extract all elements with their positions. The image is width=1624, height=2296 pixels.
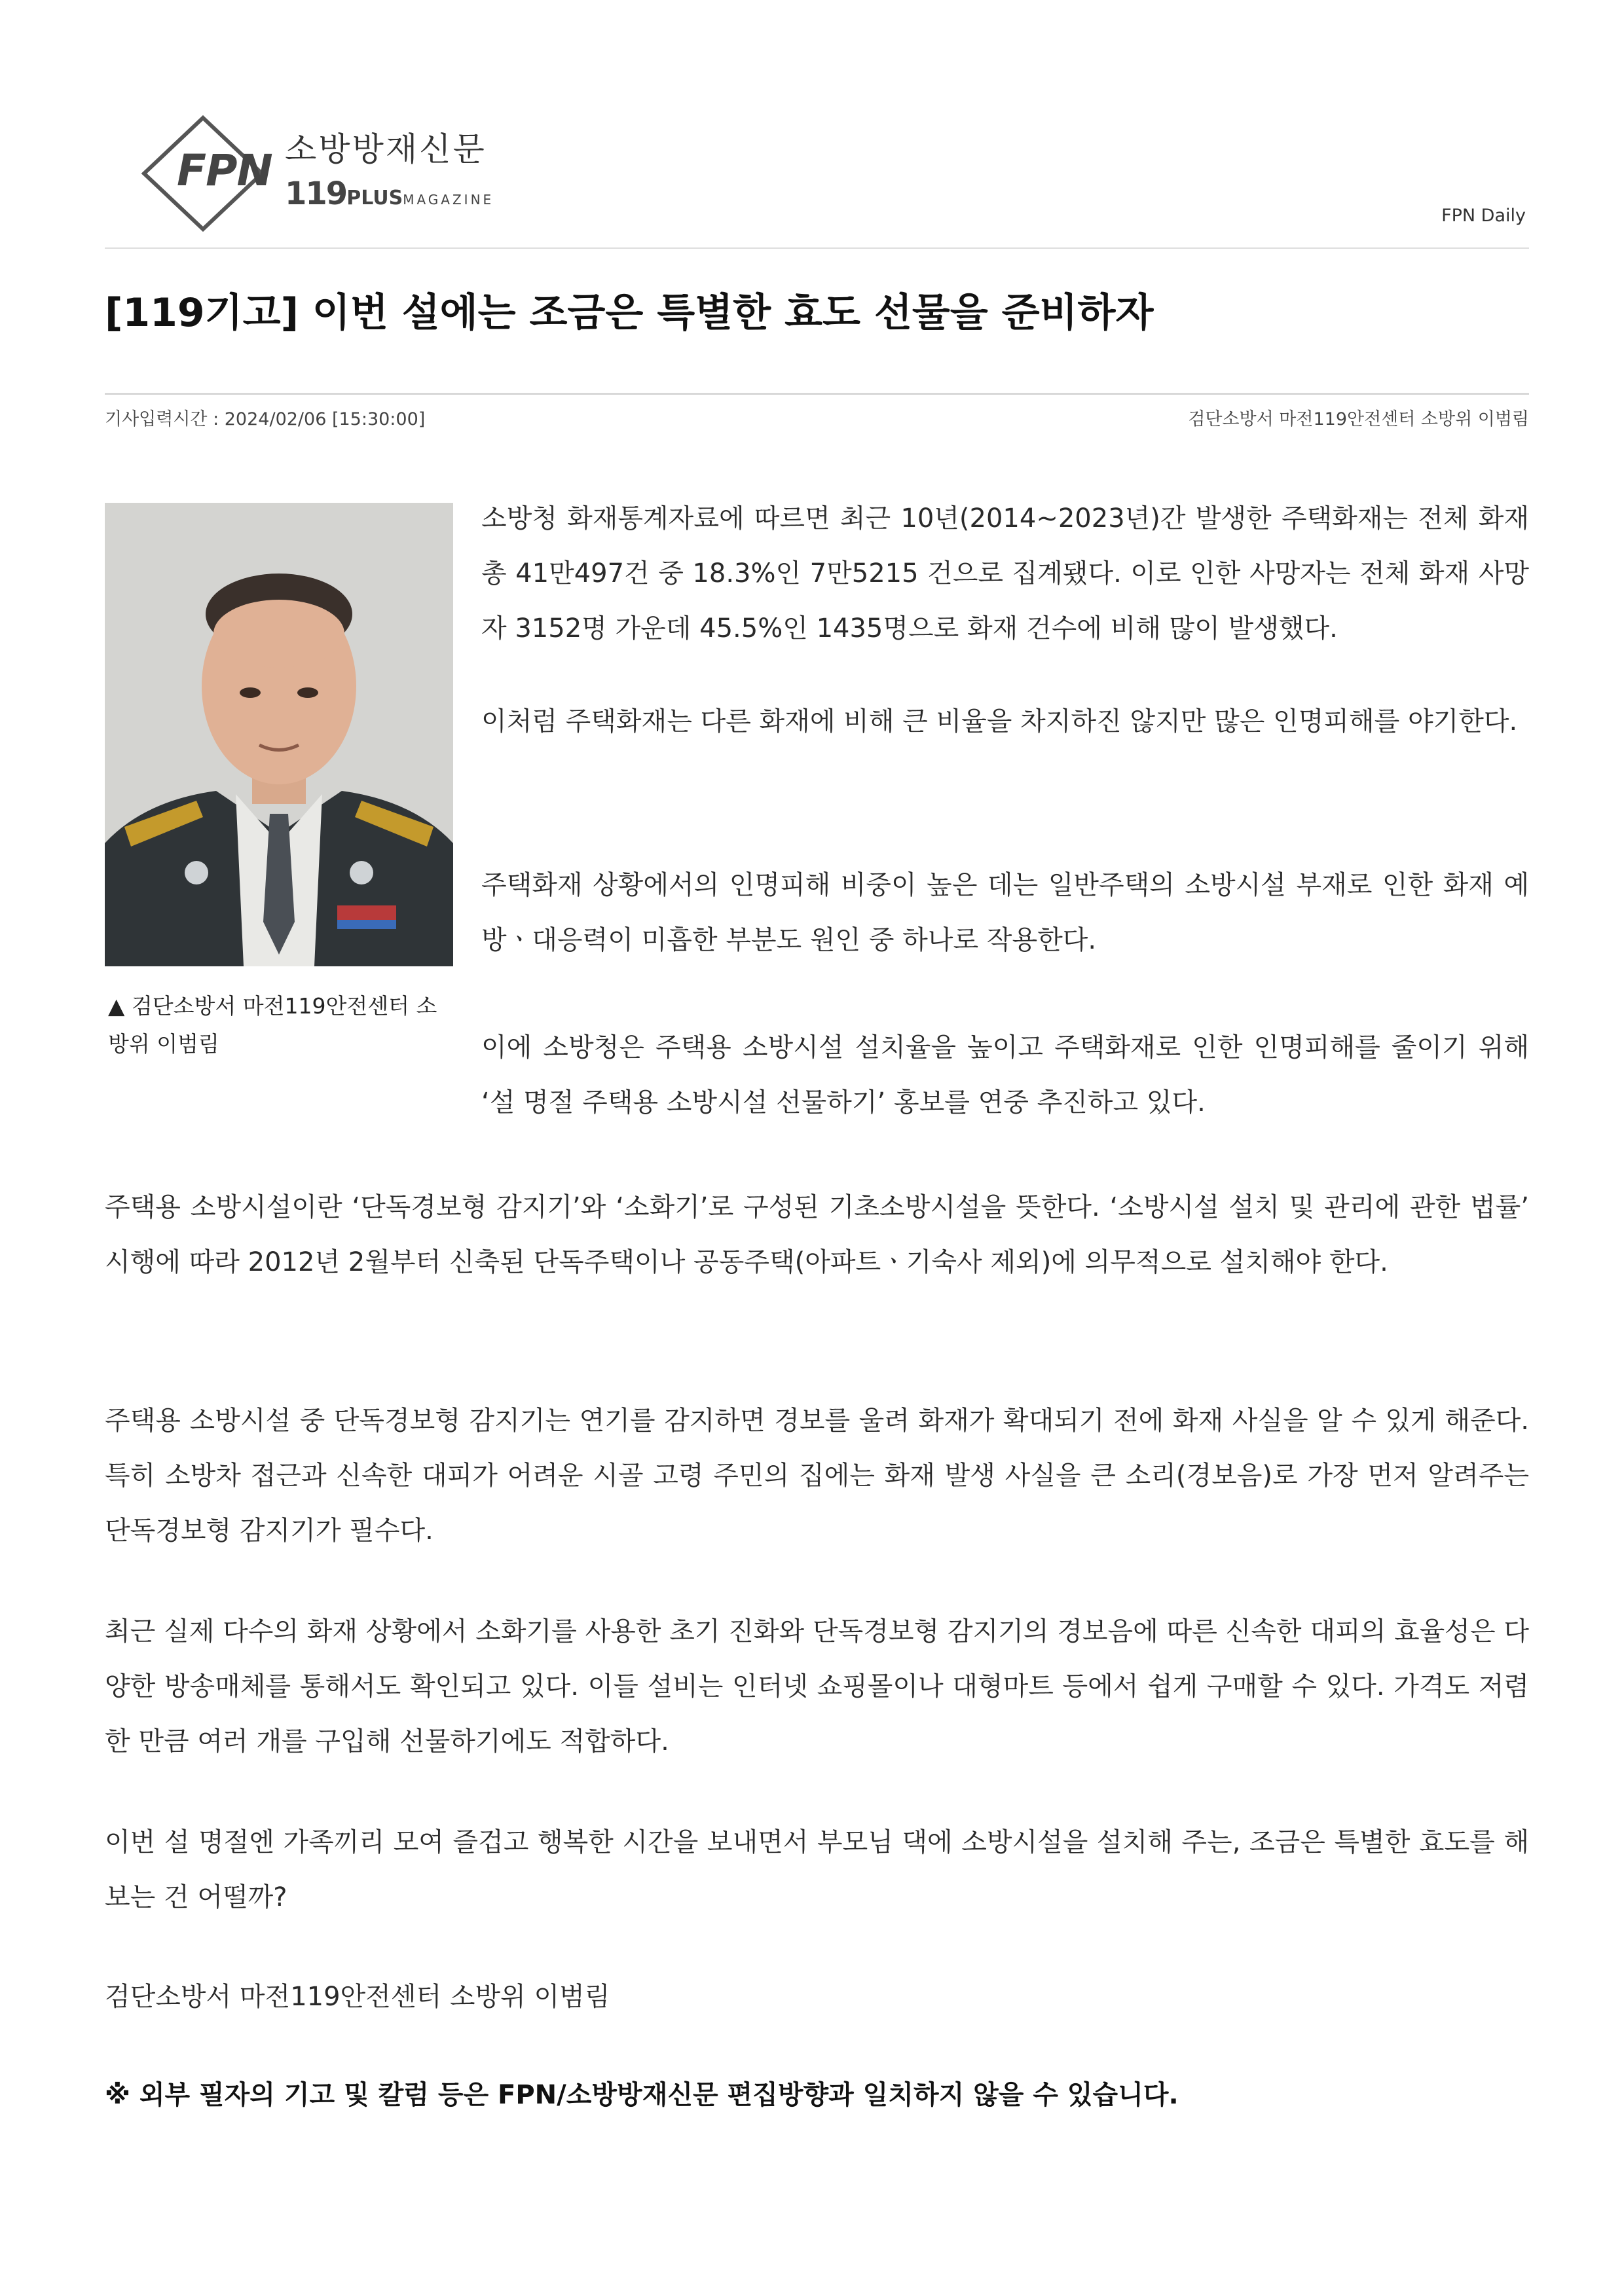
article-title: [119기고] 이번 설에는 조금은 특별한 효도 선물을 준비하자	[105, 290, 1154, 336]
author-signature: 검단소방서 마전119안전센터 소방위 이범림	[105, 1982, 610, 2012]
logo-brand: FPN	[177, 145, 272, 196]
disclaimer-notice: ※ 외부 필자의 기고 및 칼럼 등은 FPN/소방방재신문 편집방향과 일치하지 않을 수 있습니다.	[105, 2080, 1179, 2110]
paragraph-5: 주택용 소방시설이란 ‘단독경보형 감지기’와 ‘소화기’로 구성된 기초소방시설을 뜻한다. ‘소방시설 설치 및 관리에 관한 법률’ 시행에 따라 2012년 2월부터 신축된 단독주택이나 공동주택(아파트ㆍ기숙사 제외)에 의무적으로 설치해야 한다.	[105, 1192, 1529, 1277]
meta-divider	[105, 393, 1529, 395]
logo-sub-plus: PLUS	[346, 187, 403, 210]
article-timestamp: 기사입력시간 : 2024/02/06 [15:30:00]	[105, 409, 426, 429]
article-byline: 검단소방서 마전119안전센터 소방위 이범림	[1188, 409, 1529, 429]
paragraph-6: 주택용 소방시설 중 단독경보형 감지기는 연기를 감지하면 경보를 울려 화재가 확대되기 전에 화재 사실을 알 수 있게 해준다. 특히 소방차 접근과 신속한 대피가 어려운 시골 고령 주민의 집에는 화재 발생 사실을 큰 소리(경보음)로 가장 먼저 알려주는 단독경보형 감지기가 필수다.	[105, 1406, 1529, 1546]
paragraph-4: 이에 소방청은 주택용 소방시설 설치율을 높이고 주택화재로 인한 인명피해를 줄이기 위해 ‘설 명절 주택용 소방시설 선물하기’ 홍보를 연중 추진하고 있다.	[481, 1032, 1529, 1118]
photo-caption: ▲ 검단소방서 마전119안전센터 소방위 이범림	[108, 993, 437, 1057]
paragraph-2: 이처럼 주택화재는 다른 화재에 비해 큰 비율을 차지하진 않지만 많은 인명피해를 야기한다.	[481, 706, 1518, 737]
logo-sub-number: 119	[285, 175, 347, 212]
author-portrait-image	[105, 503, 453, 966]
source-label: FPN Daily	[1441, 206, 1526, 226]
logo-sub-magazine: MAGAZINE	[403, 192, 494, 208]
header-divider	[105, 247, 1529, 249]
paragraph-3: 주택화재 상황에서의 인명피해 비중이 높은 데는 일반주택의 소방시설 부재로 인한 화재 예방ㆍ대응력이 미흡한 부분도 원인 중 하나로 작용한다.	[481, 870, 1529, 955]
logo-name-kr: 소방방재신문	[285, 130, 487, 168]
paragraph-7: 최근 실제 다수의 화재 상황에서 소화기를 사용한 초기 진화와 단독경보형 감지기의 경보음에 따른 신속한 대피의 효율성은 다양한 방송매체를 통해서도 확인되고 있다. 이들 설비는 인터넷 쇼핑몰이나 대형마트 등에서 쉽게 구매할 수 있다. 가격도 저렴한 만큼 여러 개를 구입해 선물하기에도 적합하다.	[105, 1616, 1529, 1757]
masthead-logo[interactable]	[138, 111, 504, 236]
author-photo	[105, 503, 453, 966]
paragraph-8: 이번 설 명절엔 가족끼리 모여 즐겁고 행복한 시간을 보내면서 부모님 댁에 소방시설을 설치해 주는, 조금은 특별한 효도를 해보는 건 어떨까?	[105, 1827, 1529, 1912]
paragraph-1: 소방청 화재통계자료에 따르면 최근 10년(2014~2023년)간 발생한 주택화재는 전체 화재 총 41만497건 중 18.3%인 7만5215 건으로 집계됐다. 이로 인한 사망자는 전체 화재 사망자 3152명 가운데 45.5%인 1435명으로 화재 건수에 비해 많이 발생했다.	[481, 503, 1529, 644]
logo-subtitle	[285, 175, 494, 212]
